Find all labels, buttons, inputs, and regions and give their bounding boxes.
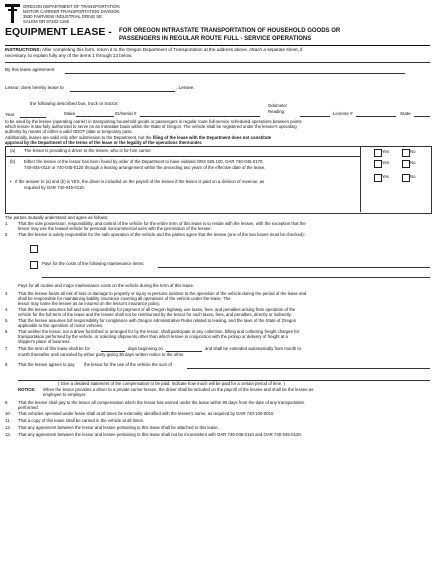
- usage-para-2: which lessee is law fully authorized to serve on an intrastate basis within the State of Oregon. The vehicle shall be registered under the lessee's operating: [5, 124, 297, 129]
- instructions-divider: [5, 62, 430, 63]
- question-b-text-1: Either the lessee or the lessor has been found by order of the Department to have violated ORS 825.100, OAR 740-045-0170,: [24, 159, 264, 164]
- question-c-yes-label: Yes: [382, 174, 390, 179]
- item-number: 8.: [5, 362, 9, 367]
- item-1-text-1: That the sole possession, responsibility, and control of the vehicle for the entire term of this lease is to reside with the lessee, with the exception that the: [18, 221, 306, 226]
- question-c-yes-checkbox[interactable]: [374, 174, 382, 182]
- instructions: INSTRUCTIONS: After completing this form, return it to the Oregon Department of Transportation at the address above. Attach a separate sheet, if: [5, 47, 303, 52]
- validity-para: Additionally, leases are valid only after submission to the Department, but the filing of the lease with the Department does not constitute: [5, 135, 272, 140]
- agency-line-4: SALEM OR 97302-1166: [23, 19, 70, 24]
- item-number: 10.: [5, 411, 11, 416]
- item-number: 12.: [5, 425, 11, 430]
- maintenance-items-field[interactable]: [158, 267, 430, 268]
- question-a-yes-checkbox[interactable]: [374, 149, 382, 157]
- make-field[interactable]: [76, 116, 114, 117]
- question-b-yes-label: Yes: [382, 160, 390, 165]
- validity-para-2: approval by the Department of the terms of the lease or the legality of the operations thereunder.: [5, 140, 203, 145]
- agree-heading: The parties mutually understand and agree as follows:: [5, 215, 109, 220]
- question-a-label: (a): [10, 148, 16, 153]
- item-4-text-2: vehicle for the full term of the lease and the lessee shall not be reimbursed by the lessor for such taxes, fees, and penalties, directly or indirectly.: [18, 312, 292, 317]
- item-number: 9.: [5, 400, 9, 405]
- agency-line-2: MOTOR CARRIER TRANSPORTATION DIVISION: [23, 9, 120, 14]
- item-7-text-1: That the term of this lease shall be for: [18, 346, 90, 351]
- state-label: State: [400, 111, 411, 116]
- question-a-yes-label: Yes: [382, 149, 390, 154]
- item-8-text-2: the lessor for the use of the vehicle the sum of: [84, 362, 172, 367]
- item-number: 4.: [5, 307, 9, 312]
- question-c-text-1: If the answer to (a) and (b) is YES, the driver is included on the payroll of the lessee if the lessor is paid on a division of revenue, as: [15, 179, 265, 184]
- notice-label: NOTICE:: [18, 387, 36, 392]
- year-label: Year: [5, 112, 15, 117]
- usage-para-1: to be used by the lessee (operating carrier) in transporting household goods or passengers in regular route full-service scheduled operations between points: [5, 119, 302, 124]
- item-11-text: That a copy of this lease shall be carried in the vehicle at all times.: [18, 418, 145, 423]
- maintenance-items-field-2[interactable]: [42, 277, 430, 278]
- title-divider: [5, 45, 430, 46]
- lessor-label: Lessor, does hereby lease to: [5, 85, 64, 90]
- instructions-line-2: necessary, to explain fully any of the items 1 through 13 below.: [5, 53, 133, 58]
- answers-column-divider: [360, 146, 361, 212]
- question-b-yes-checkbox[interactable]: [374, 160, 382, 168]
- question-c-no-label: No: [410, 174, 416, 179]
- by-this-label: By this lease agreement: [5, 67, 55, 72]
- id-serial-label: ID/Serial #: [115, 111, 137, 116]
- id-serial-field[interactable]: [140, 116, 260, 117]
- item-10-text: That vehicles operated under lease shall at all times be externally identified with the lessee's name, as required by OAR 740-100-0010.: [18, 411, 275, 416]
- item-12-text: That any agreement between the lessor and lessee pertaining to this lease shall be attached to this lease.: [18, 425, 219, 430]
- reading-label: Reading: [268, 109, 285, 114]
- item-number: 11.: [5, 418, 11, 423]
- form-subtitle-1: FOR OREGON INTRASTATE TRANSPORTATION OF HOUSEHOLD GOODS OR: [119, 28, 341, 34]
- item-9-text-2: performed.: [18, 405, 39, 410]
- question-c-text-2: required by OAR 740-045-0110.: [24, 185, 85, 190]
- compensation-sum-field[interactable]: [187, 368, 430, 369]
- item-2-text: That the lessee is solely responsible for the safe operation of the vehicle and the parties agree that the lessee (one of the two boxes must be checked):: [18, 232, 305, 237]
- license-label: License #: [333, 111, 353, 116]
- item-number: 7.: [5, 346, 9, 351]
- item-8-text-1: That the lessee agrees to pay: [18, 362, 75, 367]
- form-title: EQUIPMENT LEASE -: [5, 26, 112, 38]
- item-1-text-2: lessor may use the leased vehicle for personal noncommercial uses with the permission of the lessee.: [18, 226, 212, 231]
- license-field[interactable]: [356, 116, 396, 117]
- form-subtitle-2: PASSENGERS IN REGULAR ROUTE FULL - SERVICE OPERATIONS: [119, 36, 312, 42]
- question-a-no-label: No: [410, 149, 416, 154]
- item-3-text-2: shall be responsible for maintaining liability insurance covering all operations of the vehicle under the lease. The: [18, 296, 231, 301]
- item-8-detail: ( Give a detailed statement of the compensation to be paid. Indicate how much will be paid for a certain period of time. ): [58, 381, 285, 386]
- make-label: Make: [64, 111, 76, 116]
- maintenance-option-2-checkbox[interactable]: [30, 261, 38, 269]
- item-4-text-1: That the lessee assumes full and sole responsibility for payment of all Oregon highway use taxes, fees, and penalties arising from operation of the: [18, 307, 296, 312]
- row-a-divider: [5, 156, 360, 157]
- odometer-field[interactable]: [300, 116, 330, 117]
- question-a-no-checkbox[interactable]: [402, 149, 410, 157]
- item-7-text-2: days beginning on: [128, 346, 163, 351]
- item-number: 13.: [5, 432, 11, 437]
- item-6-text-3: shipper's place of business.: [18, 339, 71, 344]
- question-c-no-checkbox[interactable]: [402, 174, 410, 182]
- question-b-no-checkbox[interactable]: [402, 160, 410, 168]
- usage-para-3: authority by means of either a valid ODOT plate or temporary pass.: [5, 129, 133, 134]
- odometer-label: Odometer: [268, 103, 288, 108]
- maintenance-option-2-label: Pays for the costs of the following maintenance items:: [42, 261, 145, 266]
- agency-line-3: 3930 FAIRVIEW INDUSTRIAL DRIVE SE: [23, 14, 103, 19]
- question-a-text: The lessor is providing a driver to the lessee, who is for-hire carrier.: [24, 148, 152, 153]
- item-number: 2.: [5, 232, 9, 237]
- item-number: 6.: [5, 329, 9, 334]
- agency-line-1: OREGON DEPARTMENT OF TRANSPORTATION: [23, 4, 120, 9]
- item-6-text-2: transportation performed by the vehicle, or soliciting shipments other than which lessee in conjunction with the pickup or delivery of freight at a: [18, 334, 288, 339]
- item-7-text-4: month thereafter until canceled by either party giving 30 days written notice to the other.: [18, 352, 185, 357]
- question-b-no-label: No: [410, 160, 416, 165]
- notice-text-2: employee to employer.: [43, 392, 87, 397]
- year-field[interactable]: [20, 117, 46, 118]
- lessee-name-field[interactable]: [70, 91, 175, 92]
- question-b-text-2: 740-045-0110 or 740-045-0120 through a leasing arrangement within the preceding two years of the effective date of the lease.: [24, 165, 266, 170]
- following-label: the following described bus, truck or tractor:: [30, 101, 119, 106]
- item-6-text-1: That neither the lessor, nor a driver furnished or arranged for by the lessor, shall participate in any collection, billing and collecting freight charges for: [18, 329, 300, 334]
- odot-logo-icon: [5, 4, 20, 23]
- question-b-label: (b): [10, 159, 16, 164]
- maintenance-option-1-checkbox[interactable]: [30, 245, 38, 253]
- item-3-text-3: lessor may name the lessee as an insured on the lessor's insurance policy.: [18, 301, 161, 306]
- item-5-text-2: applicable to the operation of motor vehicles.: [18, 323, 104, 328]
- item-9-text-1: That the lessee shall pay to the lessor all compensation which the lessor has earned under the lease within 90 days from the date of any transportation: [18, 400, 305, 405]
- item-number: 3.: [5, 291, 9, 296]
- item-3-text-1: That the lessee bears all risk of loss or damage to property or injury to persons incident to the operation of the vehicle during the period of the lease and: [18, 291, 307, 296]
- item-5-text-1: That the lessee assumes full responsibility for compliance with Oregon Administrative Rules related to leasing, and the laws of the State of Oregon: [18, 318, 297, 323]
- item-number: 1.: [5, 221, 9, 226]
- lessee-label: , Lessee,: [176, 85, 195, 90]
- item-7-text-3: and shall be extended automatically from month to: [205, 346, 302, 351]
- state-field[interactable]: [414, 116, 430, 117]
- agreement-date-field[interactable]: [65, 73, 405, 74]
- item-2-tail: Pays for all routine and major maintenance costs on the vehicle during the term of this lease.: [18, 283, 195, 288]
- item-number: 5.: [5, 318, 9, 323]
- notice-text-1: When the lessor provides a driver to a private carrier lessee, the driver shall be included on the payroll of the lessee and shall be the lessee as: [43, 387, 314, 392]
- bullet-icon: •: [10, 179, 12, 184]
- item-13-text: That any agreement between the lessor and lessee pertaining to this lease shall not be inconsistent with OAR 740-045-0110 and OAR 740-045-0120.: [18, 432, 302, 437]
